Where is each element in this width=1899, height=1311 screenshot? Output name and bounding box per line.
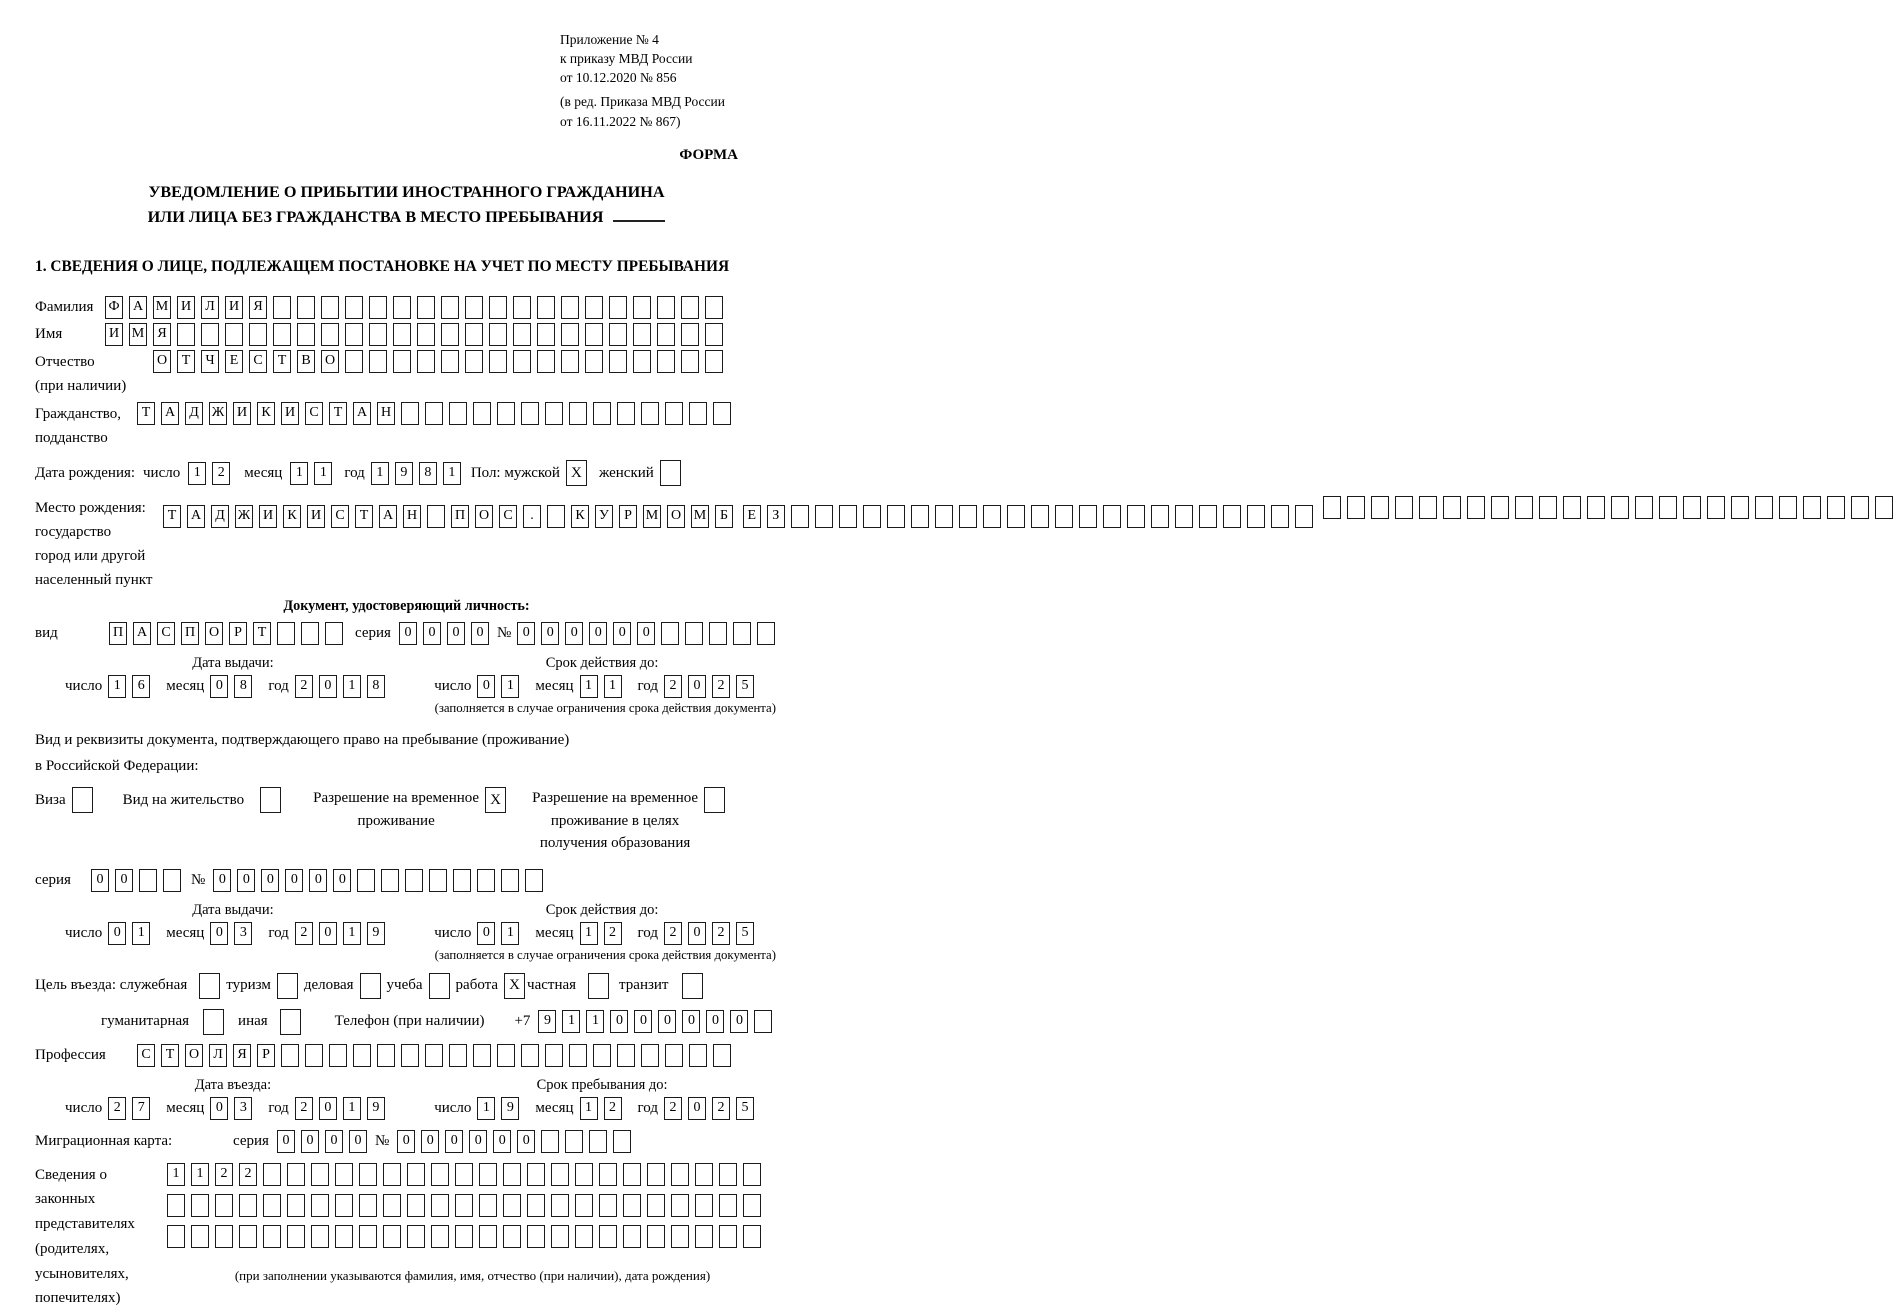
month-label: месяц	[535, 1100, 573, 1117]
permit-type-options	[35, 787, 778, 855]
residence-label: Вид на жительство	[123, 787, 244, 813]
doc-series-input[interactable]: 0 0 0 0	[399, 622, 495, 645]
form-label: ФОРМА	[35, 147, 778, 164]
citizenship-input[interactable]: Т А Д Ж И К И С Т А Н	[137, 402, 737, 425]
study-checkbox[interactable]	[429, 973, 450, 999]
birth-date-row	[35, 460, 778, 486]
day-label: число	[434, 678, 471, 695]
month-label: месяц	[535, 678, 573, 695]
annex-line: Приложение № 4	[560, 30, 778, 49]
work-label: работа	[456, 977, 499, 994]
phone-label: Телефон (при наличии)	[335, 1013, 485, 1030]
temp-residence-edu-label: Разрешение на временное проживание в целях получения образования	[532, 787, 698, 855]
birthplace-input-row2[interactable]: Е З	[743, 505, 1319, 528]
representatives-input-row1[interactable]: 1 1 2 2	[167, 1163, 767, 1186]
section1-heading: 1. СВЕДЕНИЯ О ЛИЦЕ, ПОДЛЕЖАЩЕМ ПОСТАНОВКЕ НА УЧЕТ ПО МЕСТУ ПРЕБЫВАНИЯ	[35, 258, 778, 276]
permit-expiry-date	[434, 922, 770, 945]
name-row	[35, 323, 778, 346]
permit-dates	[35, 902, 778, 945]
month-label: месяц	[535, 925, 573, 942]
doc-expiry-month-input[interactable]: 1 1	[580, 675, 628, 698]
permit-number-label: №	[191, 872, 205, 889]
birthplace-label-line1: Место рождения:	[35, 496, 163, 520]
doc-number-input[interactable]: 0 0 0 0 0 0	[517, 622, 781, 645]
doc-expiry-block	[434, 655, 770, 698]
sex-female-checkbox[interactable]	[660, 460, 681, 486]
id-doc-row	[35, 622, 778, 645]
patronymic-input[interactable]: О Т Ч Е С Т В О	[153, 350, 729, 373]
birthplace-rows	[163, 496, 1899, 535]
private-label: частная	[527, 977, 576, 994]
temp-residence-edu-option	[532, 787, 731, 855]
sex-male-label: Пол: мужской	[471, 465, 560, 482]
profession-row	[35, 1044, 778, 1067]
year-label: год	[638, 678, 658, 695]
doc-kind-input[interactable]: П А С П О Р Т	[109, 622, 349, 645]
migration-series-input[interactable]: 0 0 0 0	[277, 1130, 373, 1153]
temp-residence-label: Разрешение на временное проживание	[313, 787, 479, 832]
limit-note: (заполняется в случае ограничения срока действия документа)	[35, 701, 778, 716]
migration-card-label: Миграционная карта:	[35, 1133, 233, 1150]
permit-expiry-year-input[interactable]: 2 0 2 5	[664, 922, 760, 945]
year-label: год	[268, 678, 288, 695]
permit-series-label: серия	[35, 872, 91, 889]
name-input[interactable]: И М Я	[105, 323, 729, 346]
private-checkbox[interactable]	[588, 973, 609, 999]
arrival-notification-form	[0, 0, 800, 1163]
form-title-line2: ИЛИ ЛИЦА БЕЗ ГРАЖДАНСТВА В МЕСТО ПРЕБЫВАНИЯ	[35, 205, 778, 230]
doc-issue-date	[65, 675, 401, 698]
tourism-checkbox[interactable]	[277, 973, 298, 999]
doc-kind-label: вид	[35, 625, 109, 642]
patronymic-label	[35, 350, 153, 398]
representatives-input-row3[interactable]	[167, 1225, 767, 1248]
permit-line2: в Российской Федерации:	[35, 754, 778, 780]
citizenship-row	[35, 402, 778, 450]
birthplace-label	[35, 496, 163, 592]
other-checkbox[interactable]	[280, 1009, 301, 1035]
month-label: месяц	[166, 678, 204, 695]
year-label: год	[344, 465, 364, 482]
stay-until-date	[434, 1097, 770, 1120]
residence-checkbox[interactable]	[260, 787, 281, 813]
year-label: год	[638, 925, 658, 942]
birthplace-label-line3: город или другой	[35, 544, 163, 568]
id-doc-heading: Документ, удостоверяющий личность:	[35, 598, 778, 615]
phone-prefix: +7	[514, 1013, 530, 1030]
patronymic-label-line1: Отчество	[35, 350, 153, 374]
migration-series-label: серия	[233, 1133, 269, 1150]
annex-reference	[560, 30, 778, 131]
year-label: год	[268, 925, 288, 942]
stay-year-input[interactable]: 2 0 2 5	[664, 1097, 760, 1120]
citizenship-label-line1: Гражданство,	[35, 402, 137, 426]
permit-line1: Вид и реквизиты документа, подтверждающего право на пребывание (проживание)	[35, 728, 778, 754]
stay-month-input[interactable]: 1 2	[580, 1097, 628, 1120]
sex-female-label: женский	[599, 465, 654, 482]
business-label: деловая	[304, 977, 354, 994]
day-label: число	[65, 925, 102, 942]
citizenship-label-line2: подданство	[35, 426, 137, 450]
representatives-block	[35, 1163, 778, 1311]
permit-issue-block	[65, 902, 401, 945]
surname-input[interactable]: Ф А М И Л И Я	[105, 296, 729, 319]
visa-label: Виза	[35, 787, 66, 813]
year-label: год	[638, 1100, 658, 1117]
birthplace-label-line2: государство	[35, 520, 163, 544]
migration-number-input[interactable]: 0 0 0 0 0 0	[397, 1130, 637, 1153]
month-label: месяц	[244, 465, 282, 482]
entry-date-caption: Дата въезда:	[65, 1077, 401, 1094]
profession-input[interactable]: С Т О Л Я Р	[137, 1044, 737, 1067]
birthplace-block	[35, 496, 778, 592]
permit-issue-month-input[interactable]: 0 3	[210, 922, 258, 945]
sex-male-checkbox[interactable]: X	[566, 460, 587, 486]
doc-issue-month-input[interactable]: 0 8	[210, 675, 258, 698]
day-label: число	[434, 925, 471, 942]
form-title	[35, 180, 778, 230]
stay-day-input[interactable]: 1 9	[477, 1097, 525, 1120]
permit-series-input[interactable]: 0 0	[91, 869, 187, 892]
permit-expiry-day-input[interactable]: 0 1	[477, 922, 525, 945]
annex-line: (в ред. Приказа МВД России	[560, 92, 778, 111]
phone-input[interactable]: 9 1 1 0 0 0 0 0 0	[538, 1010, 778, 1033]
surname-row	[35, 296, 778, 319]
day-label: число	[143, 465, 180, 482]
stay-until-caption: Срок пребывания до:	[434, 1077, 770, 1094]
business-checkbox[interactable]	[360, 973, 381, 999]
permit-paragraph	[35, 728, 778, 779]
patronymic-row	[35, 350, 778, 398]
issue-date-caption: Дата выдачи:	[65, 655, 401, 672]
day-label: число	[65, 678, 102, 695]
doc-issue-block	[65, 655, 401, 698]
permit-issue-day-input[interactable]: 0 1	[108, 922, 156, 945]
valid-until-caption: Срок действия до:	[434, 902, 770, 919]
temp-residence-option	[313, 787, 512, 832]
valid-until-caption: Срок действия до:	[434, 655, 770, 672]
transit-label: транзит	[619, 977, 668, 994]
annex-line: от 10.12.2020 № 856	[560, 68, 778, 87]
birthplace-label-line4: населенный пункт	[35, 568, 163, 592]
representatives-rows	[167, 1163, 778, 1284]
birth-day-input[interactable]: 1 2	[188, 462, 236, 485]
study-label: учеба	[387, 977, 423, 994]
birth-date-label: Дата рождения:	[35, 465, 143, 482]
migration-number-label: №	[375, 1133, 389, 1150]
patronymic-label-line2: (при наличии)	[35, 374, 153, 398]
temp-residence-edu-checkbox[interactable]	[704, 787, 725, 813]
official-checkbox[interactable]	[199, 973, 220, 999]
migration-card-row	[35, 1130, 778, 1153]
entry-stay-dates	[35, 1077, 778, 1120]
title-underline	[613, 206, 665, 222]
permit-issue-date	[65, 922, 401, 945]
work-checkbox[interactable]: X	[504, 973, 525, 999]
doc-expiry-day-input[interactable]: 0 1	[477, 675, 525, 698]
representatives-note: (при заполнении указываются фамилия, имя, отчество (при наличии), дата рождения)	[167, 1268, 778, 1284]
stay-until-block	[434, 1077, 770, 1120]
permit-expiry-month-input[interactable]: 1 2	[580, 922, 628, 945]
issue-date-caption: Дата выдачи:	[65, 902, 401, 919]
doc-expiry-date	[434, 675, 770, 698]
doc-expiry-year-input[interactable]: 2 0 2 5	[664, 675, 760, 698]
birthplace-input-row3[interactable]	[1323, 496, 1899, 519]
permit-expiry-block	[434, 902, 770, 945]
doc-dates	[35, 655, 778, 698]
citizenship-label	[35, 402, 137, 450]
purpose-lead-label: Цель въезда: служебная	[35, 977, 187, 994]
month-label: месяц	[166, 1100, 204, 1117]
doc-issue-year-input[interactable]: 2 0 1 8	[295, 675, 391, 698]
representatives-label: Сведения о законных представителях (родителях, усыновителях, попечителях)	[35, 1163, 167, 1311]
purpose-row1	[35, 973, 778, 999]
purpose-row2	[35, 1009, 778, 1035]
humanitarian-label: гуманитарная	[101, 1013, 189, 1030]
permit-series-row	[35, 869, 778, 892]
other-label: иная	[238, 1013, 268, 1030]
month-label: месяц	[166, 925, 204, 942]
entry-date	[65, 1097, 401, 1120]
entry-year-input[interactable]: 2 0 1 9	[295, 1097, 391, 1120]
doc-series-label: серия	[355, 625, 391, 642]
entry-day-input[interactable]: 2 7	[108, 1097, 156, 1120]
representatives-input-row2[interactable]	[167, 1194, 767, 1217]
annex-line: от 16.11.2022 № 867)	[560, 112, 778, 131]
permit-issue-year-input[interactable]: 2 0 1 9	[295, 922, 391, 945]
limit-note: (заполняется в случае ограничения срока действия документа)	[35, 948, 778, 963]
annex-line: к приказу МВД России	[560, 49, 778, 68]
name-label: Имя	[35, 326, 105, 343]
tourism-label: туризм	[226, 977, 271, 994]
transit-checkbox[interactable]	[682, 973, 703, 999]
year-label: год	[268, 1100, 288, 1117]
visa-checkbox[interactable]	[72, 787, 93, 813]
humanitarian-checkbox[interactable]	[203, 1009, 224, 1035]
birthplace-input-row1[interactable]: Т А Д Ж И К И С Т А Н П О С . К У Р М О М Б	[163, 505, 739, 528]
entry-date-block	[65, 1077, 401, 1120]
form-title-line1: УВЕДОМЛЕНИЕ О ПРИБЫТИИ ИНОСТРАННОГО ГРАЖДАНИНА	[35, 180, 778, 205]
doc-number-label: №	[497, 625, 511, 642]
entry-month-input[interactable]: 0 3	[210, 1097, 258, 1120]
surname-label: Фамилия	[35, 299, 105, 316]
temp-residence-checkbox[interactable]: X	[485, 787, 506, 813]
day-label: число	[65, 1100, 102, 1117]
visa-option	[35, 787, 99, 813]
birth-year-input[interactable]: 1 9 8 1	[371, 462, 467, 485]
day-label: число	[434, 1100, 471, 1117]
doc-issue-day-input[interactable]: 1 6	[108, 675, 156, 698]
residence-option	[123, 787, 287, 813]
birth-month-input[interactable]: 1 1	[290, 462, 338, 485]
permit-number-input[interactable]: 0 0 0 0 0 0	[213, 869, 549, 892]
profession-label: Профессия	[35, 1047, 137, 1064]
